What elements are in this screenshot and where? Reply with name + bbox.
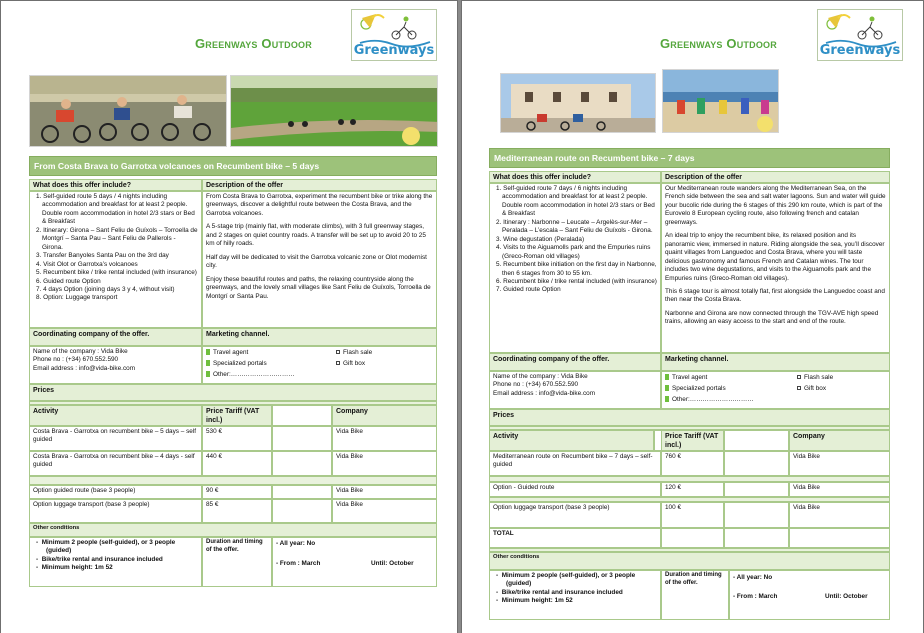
condition-item: - Minimum 2 people (self-guided), or 3 people (guided) (36, 539, 176, 555)
include-item: 7. 4 days Option (joining days 3 y 4, without visit) (36, 285, 175, 293)
includes-list (29, 191, 202, 328)
include-item: 5. Recumbent bike initiation on the first day in Narbonne, then 6 stages from 30 to 55 km. (496, 261, 657, 277)
row-activity: Option luggage transport (base 3 people) (489, 502, 661, 528)
row-blank (724, 502, 789, 528)
row-company: Vida Bike (332, 451, 437, 476)
col-activity: Activity (29, 405, 202, 426)
col-price: Price Tariff (VAT incl.) (202, 405, 272, 426)
company-phone: Phone no : (+34) 670.552.590 (493, 381, 579, 389)
until-month: Until: October (371, 560, 414, 567)
row-company (789, 528, 890, 548)
from-month: - From : March (733, 593, 778, 600)
include-header: What does this offer include? (29, 179, 202, 191)
col-company: Company (332, 405, 437, 426)
photo-recumbent-riders (29, 75, 227, 147)
row-blank (272, 499, 332, 523)
channel-travel-agent: Travel agent (206, 349, 248, 357)
row-price: 440 € (202, 451, 272, 476)
row-activity: Mediterranean route on Recumbent bike – 7 days – self-guided (489, 451, 661, 476)
brand-title: Greenways Outdoor (195, 36, 312, 51)
condition-item: - Minimum 2 people (self-guided), or 3 people (guided) (496, 572, 636, 588)
offer-title: From Costa Brava to Garrotxa volcanoes on Recumbent bike – 5 days (29, 156, 437, 176)
channel-gift-box: Gift box (336, 360, 365, 368)
spacer-row (29, 476, 437, 485)
checkbox-empty-icon (336, 350, 340, 354)
duration-values (272, 537, 437, 587)
col-blank (272, 405, 332, 426)
channel-specialized-portals: Specialized portals (665, 385, 726, 393)
row-activity: Option guided route (base 3 people) (29, 485, 202, 499)
checkbox-marked-icon (206, 371, 210, 377)
row-company: Vida Bike (789, 451, 890, 476)
col-blank (654, 430, 662, 451)
row-activity: Costa Brava - Garrotxa on recumbent bike – 4 days - self guided (29, 451, 202, 476)
row-price: 530 € (202, 426, 272, 451)
include-item: 1. Self-guided route 7 days / 6 nights including accommodation and breakfast for at least 2 people. Double room accommodation in hotel 2/3 stars or Bed & Breakfast (496, 185, 655, 218)
row-company: Vida Bike (789, 482, 890, 497)
includes-list (489, 183, 661, 353)
row-company: Vida Bike (332, 499, 437, 523)
include-item: 4. Visit Olot or Garrotxa’s volcanoes (36, 260, 138, 268)
include-item: 6. Guided route Option (36, 277, 101, 285)
company-contact (29, 346, 202, 384)
greenways-logo (351, 9, 437, 61)
row-blank (724, 528, 789, 548)
include-item: 8. Option: Luggage transport (36, 294, 118, 302)
row-price: 100 € (661, 502, 724, 528)
include-item: 3. Wine degustation (Peralada) (496, 235, 585, 243)
company-phone: Phone no : (+34) 670.552.590 (33, 356, 119, 364)
company-contact (489, 371, 661, 409)
description-paragraph: Our Mediterranean route wanders along the Mediterranean Sea, on the French side between the sea and salt water lagoons. Sun and water will guide your bucolic ride during the 6 stages of this 290 km route, which is part of the Eurovelo 8 European cycling route, also following french and catalan greenways. (665, 185, 886, 226)
prices-header: Prices (29, 384, 437, 401)
duration-label: Duration and timing of the offer. (202, 537, 272, 587)
channel-flash-sale: Flash sale (797, 374, 833, 382)
coordinating-header: Coordinating company of the offer. (489, 353, 661, 371)
photo-greenway-path (230, 75, 438, 147)
until-month: Until: October (825, 593, 868, 600)
prices-header: Prices (489, 409, 890, 426)
condition-item: - Bike/trike rental and insurance included (36, 555, 163, 563)
row-total: TOTAL (489, 528, 661, 548)
col-blank (724, 430, 789, 451)
row-price: 85 € (202, 499, 272, 523)
conditions-list (29, 537, 202, 587)
description-paragraph: This 6 stage tour is almost totally flat, first alongside the Languedoc coast and then near the Costa Brava. (665, 287, 885, 304)
include-item: 2. Itinerary : Narbonne – Leucate – Argelès-sur-Mer – Peralada – L’escala – Sant Feliu de Guíxols - Girona. (496, 218, 653, 235)
checkbox-marked-icon (206, 349, 210, 355)
page-offer-mediterranean (461, 0, 924, 633)
row-blank (272, 485, 332, 499)
row-price: 90 € (202, 485, 272, 499)
row-blank (724, 451, 789, 476)
channel-other: Other:………………………… (206, 371, 295, 379)
page-offer-costa-brava (0, 0, 458, 633)
include-item: 2. Itinerary: Girona – Sant Feliu de Guíxols – Torroella de Montgrí – Santa Pau – Sant Feliu de Pallerols - Girona. (36, 226, 198, 251)
company-email: Email address : info@vida-bike.com (33, 364, 136, 372)
logo-word: Greenways (353, 43, 435, 58)
checkbox-empty-icon (336, 361, 340, 365)
include-item: 3. Transfer Banyoles Santa Pau on the 3rd day (36, 252, 169, 260)
include-item: 7. Guided route Option (496, 286, 561, 294)
description-paragraph: A 5-stage trip (mainly flat, with moderate climbs), with 3 full greenway stages, and 2 stages on quiet country roads. A transfer will be set up to avoid 20 to 25 km of hilly roads. (206, 223, 426, 248)
other-conditions-header: Other conditions (29, 523, 437, 537)
checkbox-marked-icon (665, 374, 669, 380)
col-activity: Activity (489, 430, 654, 451)
include-item: 6. Recumbent bike / trike rental included (with insurance) (496, 277, 657, 285)
checkbox-empty-icon (797, 386, 801, 390)
greenways-logo (817, 9, 903, 61)
row-activity: Costa Brava - Garrotxa on recumbent bike – 5 days – self guided (29, 426, 202, 451)
description-paragraph: Narbonne and Girona are now connected through the TGV-AVE high speed trains, allowing an easy access to the start and end of the route. (665, 309, 879, 326)
brand-title: Greenways Outdoor (660, 36, 777, 51)
checkbox-marked-icon (665, 396, 669, 402)
description-paragraph: An ideal trip to enjoy the recumbent bike, its relaxed position and its panoramic view, immersed in nature. Riding alongside the sea, you’ll discover quaint villages from Languedoc and Costa Brava, where you will taste delicious gastronomy and famous French and Catalan wines. The tour includes two wine degustations, and visits to the Aiguamolls park and the Empuries ruins (Greco-Roman old villages). (665, 232, 885, 282)
checkbox-marked-icon (665, 385, 669, 391)
marketing-header: Marketing channel. (202, 328, 437, 346)
coordinating-header: Coordinating company of the offer. (29, 328, 202, 346)
photo-beach-riders (662, 69, 779, 133)
row-price: 760 € (661, 451, 724, 476)
row-company: Vida Bike (332, 485, 437, 499)
description-header: Description of the offer (202, 179, 437, 191)
channel-travel-agent: Travel agent (665, 374, 707, 382)
row-price (661, 528, 724, 548)
row-activity: Option luggage transport (base 3 people) (29, 499, 202, 523)
channel-other: Other:………………………… (665, 396, 754, 404)
condition-item: - Minimum height: 1m 52 (496, 597, 573, 605)
channel-flash-sale: Flash sale (336, 349, 372, 357)
duration-label: Duration and timing of the offer. (661, 570, 729, 620)
include-item: 1. Self-guided route 5 days / 4 nights including accommodation and breakfast for at least 2 people. Double room accommodation in hotel 2/3 stars or Bed & Breakfast (36, 193, 195, 226)
description-paragraph: Enjoy these beautiful routes and paths, the relaxing countryside along the greenways, and the lovely small villages like Sant Feliu de Guíxols, Torroella de Montgrí or Santa Pau. (206, 275, 431, 300)
all-year: - All year: No (276, 540, 316, 547)
offer-costa-brava (29, 156, 437, 633)
col-price: Price Tariff (VAT incl.) (661, 430, 724, 451)
marketing-channels (661, 371, 890, 409)
company-name: Name of the company : Vida Bike (493, 373, 588, 380)
offer-title: Mediterranean route on Recumbent bike – 7 days (489, 148, 890, 168)
all-year: - All year: No (733, 574, 773, 581)
include-item: 4. Visits to the Aiguamolls park and the Empuries ruins (Greco-Roman old villages) (496, 244, 651, 260)
row-blank (272, 451, 332, 476)
col-company: Company (789, 430, 890, 451)
offer-mediterranean (489, 148, 890, 633)
marketing-header: Marketing channel. (661, 353, 890, 371)
channel-specialized-portals: Specialized portals (206, 360, 267, 368)
row-blank (724, 482, 789, 497)
photo-village-riders (500, 73, 656, 133)
condition-item: - Minimum height: 1m 52 (36, 564, 113, 572)
row-company: Vida Bike (332, 426, 437, 451)
condition-item: - Bike/trike rental and insurance included (496, 588, 623, 596)
duration-values (729, 570, 890, 620)
from-month: - From : March (276, 560, 321, 567)
description-text (661, 183, 890, 353)
row-activity: Option - Guided route (489, 482, 661, 497)
marketing-channels (202, 346, 437, 384)
description-paragraph: From Costa Brava to Garrotxa, experiment the recumbent bike or trike along the greenways, discover a delightful route between the Costa Brava, and the Garrotxa volcanoes. (206, 193, 433, 217)
checkbox-empty-icon (797, 375, 801, 379)
row-price: 120 € (661, 482, 724, 497)
checkbox-marked-icon (206, 360, 210, 366)
row-blank (272, 426, 332, 451)
row-company: Vida Bike (789, 502, 890, 528)
include-header: What does this offer include? (489, 171, 661, 183)
company-email: Email address : info@vida-bike.com (493, 389, 596, 397)
description-header: Description of the offer (661, 171, 890, 183)
description-paragraph: Half day will be dedicated to visit the Garrotxa volcanic zone or Olot modernist city. (206, 253, 427, 270)
company-name: Name of the company : Vida Bike (33, 348, 128, 355)
other-conditions-header: Other conditions (489, 552, 890, 570)
description-text (202, 191, 437, 328)
logo-word: Greenways (819, 43, 901, 58)
channel-gift-box: Gift box (797, 385, 826, 393)
include-item: 5. Recumbent bike / trike rental included (with insurance) (36, 269, 197, 277)
conditions-list (489, 570, 661, 620)
